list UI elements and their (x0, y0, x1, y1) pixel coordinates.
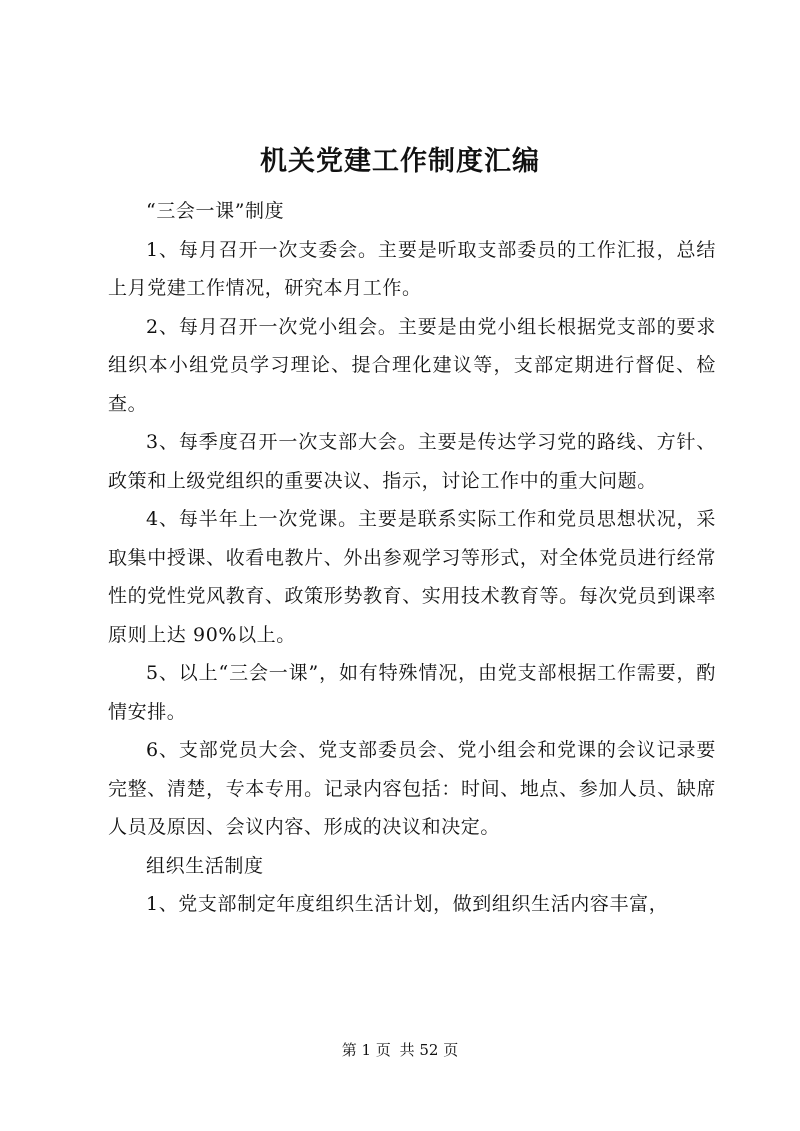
document-title: 机关党建工作制度汇编 (260, 146, 540, 177)
paragraph: 4、每半年上一次党课。主要是联系实际工作和党员思想状况，采取集中授课、收看电教片、外出参观学习等形式，对全体党员进行经常性的党性党风教育、政策形势教育、实用技术教育等。每次党员到课率原则上达 90%以上。 (108, 508, 716, 646)
paragraph: 3、每季度召开一次支部大会。主要是传达学习党的路线、方针、政策和上级党组织的重要决议、指示，讨论工作中的重大问题。 (108, 431, 716, 492)
page-total: 共 52 页 (399, 1041, 459, 1059)
section-heading-san-hui-yi-ke: “三会一课”制度 (146, 200, 285, 222)
page-footer (0, 1040, 800, 1060)
section-heading-organization-life: 组织生活制度 (146, 854, 264, 877)
paragraph: 5、以上“三会一课”，如有特殊情况，由党支部根据工作需要，酌情安排。 (108, 662, 716, 723)
paragraph: 2、每月召开一次党小组会。主要是由党小组长根据党支部的要求组织本小组党员学习理论、提合理化建议等，支部定期进行督促、检查。 (108, 315, 716, 415)
page-number: 第 1 页 (341, 1041, 391, 1059)
document-body (108, 192, 716, 924)
paragraph: 1、每月召开一次支委会。主要是听取支部委员的工作汇报，总结上月党建工作情况，研究本月工作。 (108, 238, 716, 299)
paragraph: 6、支部党员大会、党支部委员会、党小组会和党课的会议记录要完整、清楚，专本专用。记录内容包括：时间、地点、参加人员、缺席人员及原因、会议内容、形成的决议和决定。 (108, 739, 716, 838)
paragraph: 1、党支部制定年度组织生活计划，做到组织生活内容丰富， (146, 893, 669, 915)
